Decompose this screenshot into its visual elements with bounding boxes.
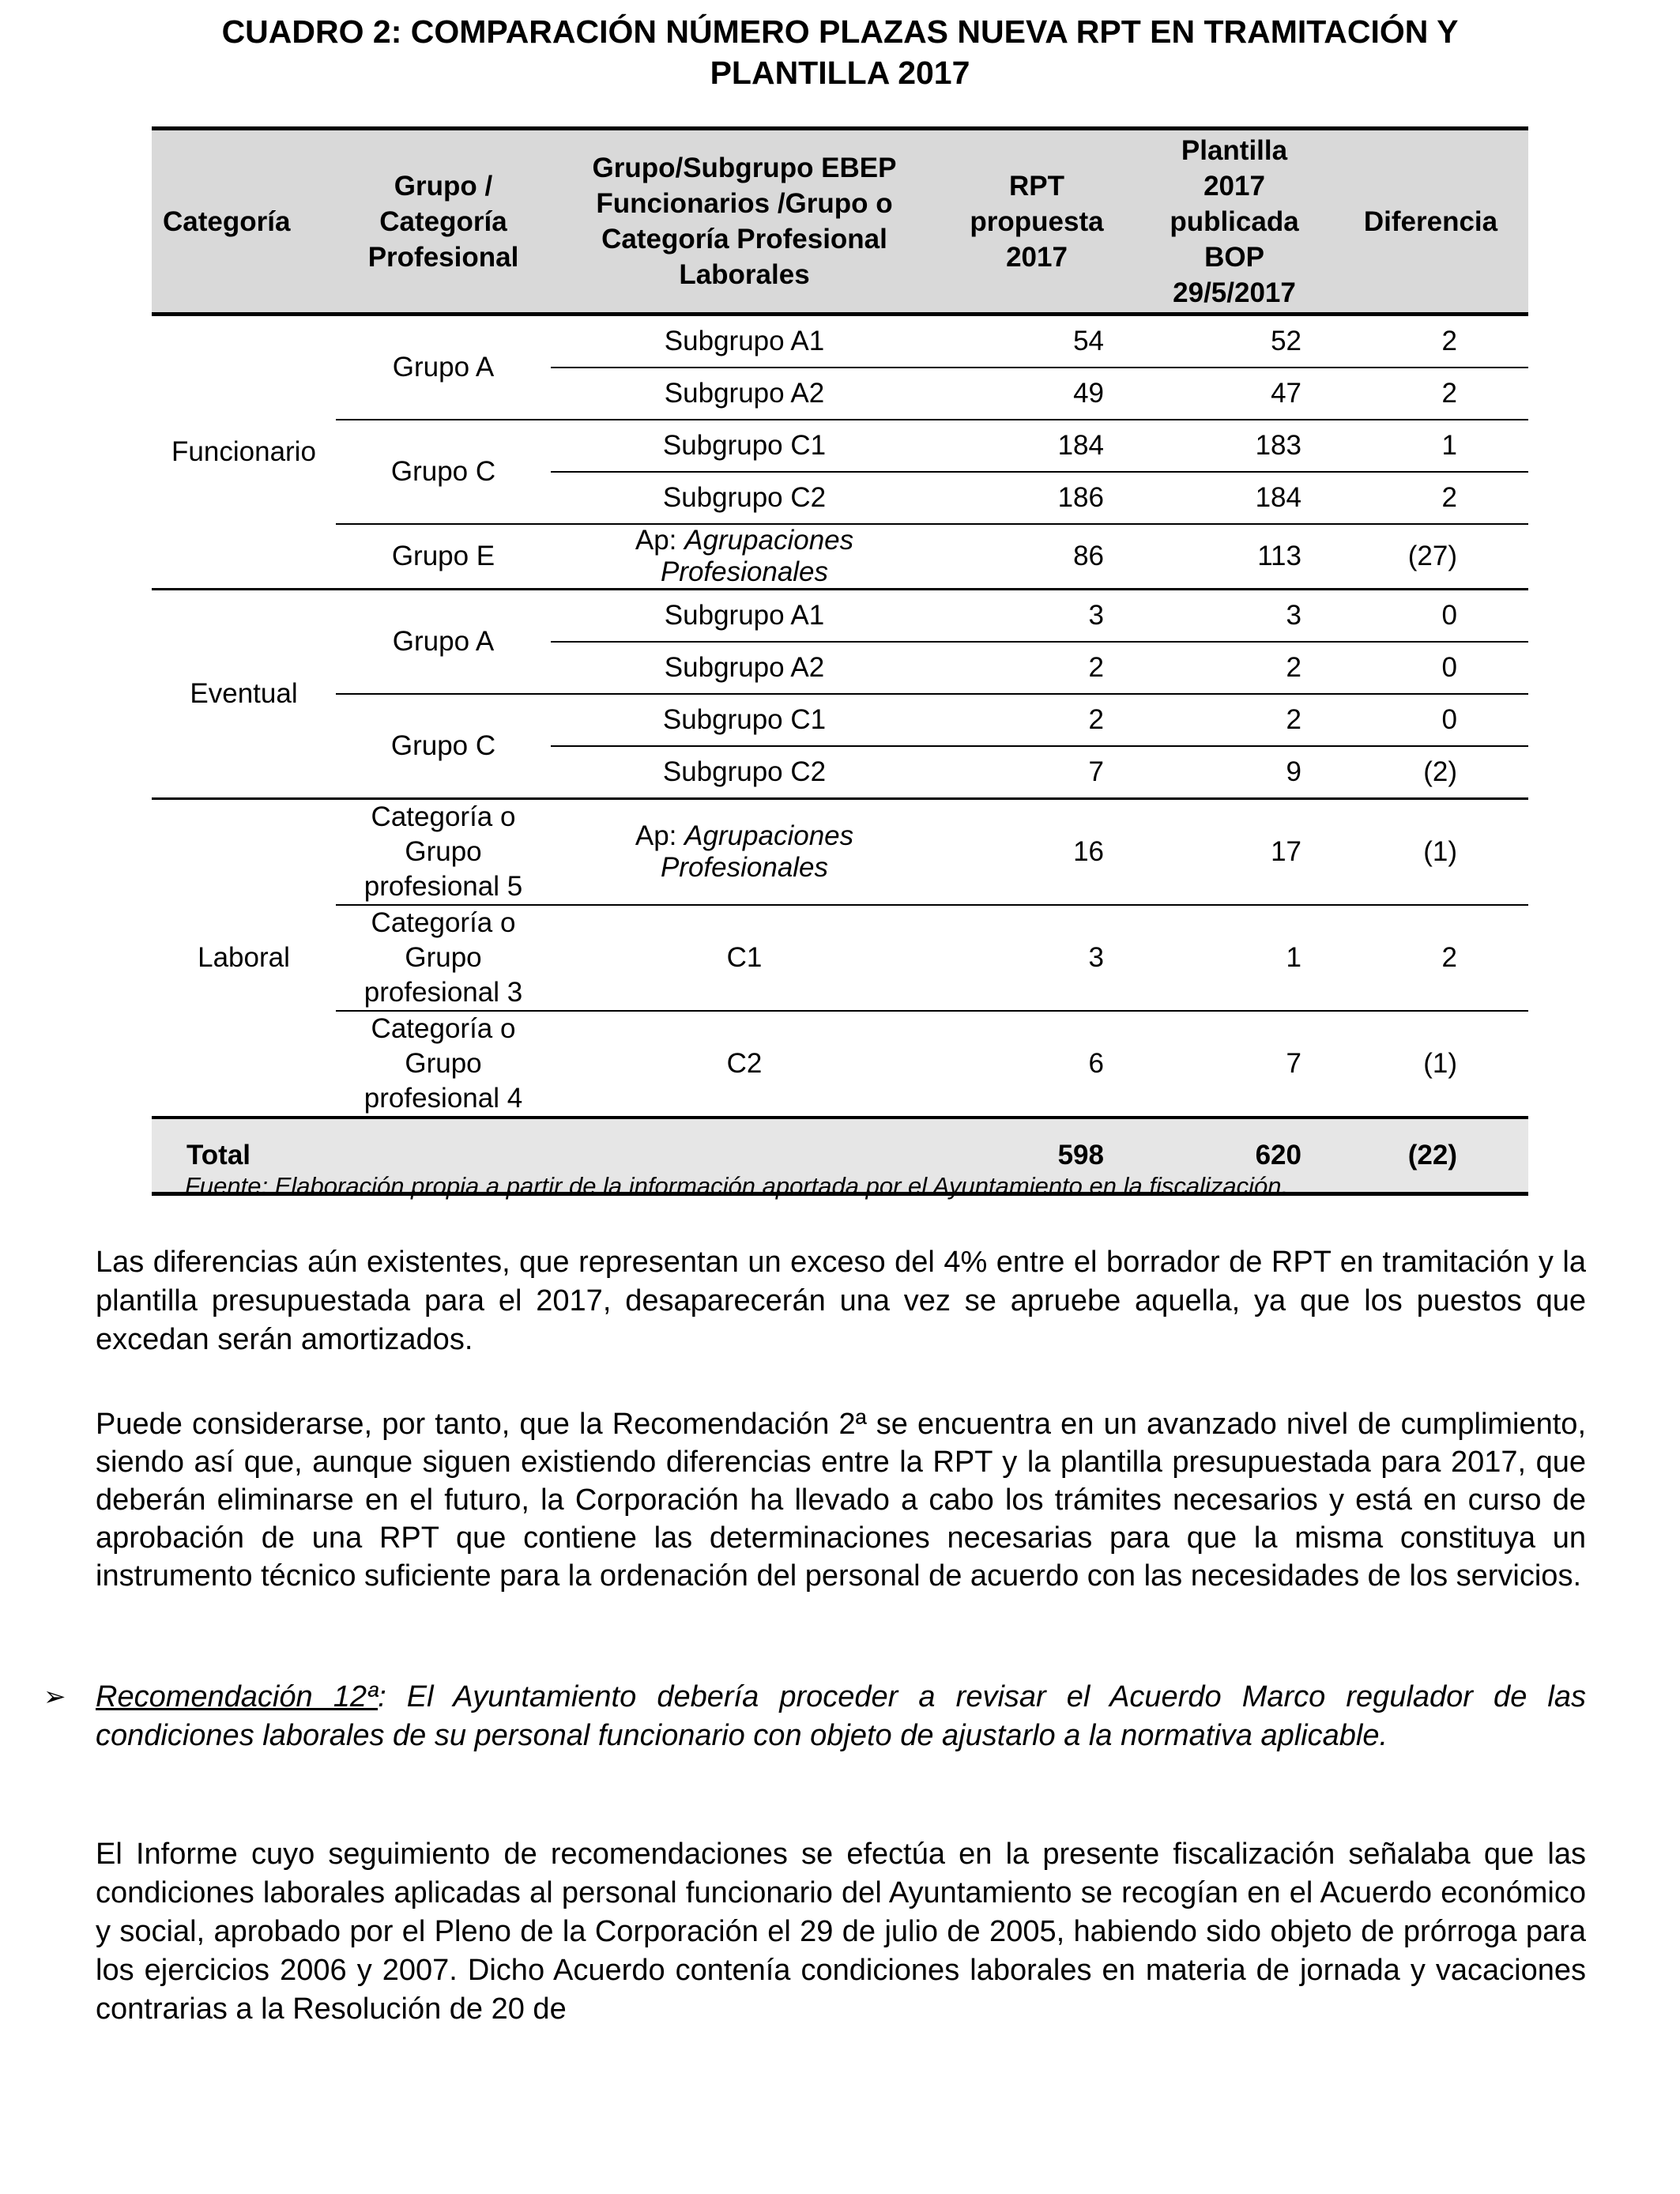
subgroup-cell <box>551 524 938 590</box>
paragraph-2: Puede considerarse, por tanto, que la Recomendación 2ª se encuentra en un avanzado nivel de cumplimiento, siendo así que, aunque siguen existiendo diferencias entre la RPT y la plantilla presupuestada para 2017, que deberán eliminarse en el futuro, la Corporación ha llevado a cabo los trámites necesarios y está en curso de aprobación de una RPT que contiene las determinaciones necesarias para que la misma constituya un instrumento técnico suficiente para la ordenación del personal de acuerdo con las necesidades de los servicios. <box>96 1408 1586 1593</box>
plantilla-value: 7 <box>1136 1011 1333 1118</box>
diferencia-value: (27) <box>1333 524 1528 590</box>
rpt-value: 86 <box>938 524 1136 590</box>
table-row <box>152 694 1528 746</box>
diferencia-value: 2 <box>1333 905 1528 1011</box>
diferencia-value: (1) <box>1333 1011 1528 1118</box>
title-line-2: PLANTILLA 2017 <box>710 55 970 91</box>
header-categoria: Categoría <box>152 129 336 315</box>
rpt-value: 54 <box>1073 326 1104 356</box>
plantilla-value: 1 <box>1136 905 1333 1011</box>
table-row <box>152 420 1528 472</box>
recommendation-12 <box>96 1678 1586 1755</box>
diferencia-value: 2 <box>1441 326 1457 356</box>
diferencia-value: 0 <box>1333 642 1528 694</box>
subgroup-cell: Subgrupo C2 <box>551 746 938 799</box>
subgroup-cell: Subgrupo A1 <box>664 326 825 356</box>
table-row <box>152 799 1528 906</box>
comparison-table <box>152 126 1528 1196</box>
subgroup-cell: C2 <box>551 1011 938 1118</box>
rpt-value: 2 <box>938 642 1136 694</box>
subgroup-cell: Subgrupo C1 <box>551 420 938 472</box>
subgroup-cell: Subgrupo C2 <box>551 472 938 524</box>
paragraph-3: El Informe cuyo seguimiento de recomendaciones se efectúa en la presente fiscalización señalaba que las condiciones laborales aplicadas al personal funcionario del Ayuntamiento se recogían en el Acuerdo económico y social, aprobado por el Pleno de la Corporación el 29 de julio de 2005, habiendo sido objeto de prórroga para los ejercicios 2006 y 2007. Dicho Acuerdo contenía condiciones laborales en materia de jornada y vacaciones contrarias a la Resolución de 20 de <box>96 1838 1586 2026</box>
diferencia-value: (1) <box>1333 799 1528 906</box>
category-laboral: Laboral <box>152 799 336 1118</box>
table-row <box>152 524 1528 590</box>
group-cell: Grupo C <box>336 694 551 799</box>
total-label: Total <box>152 1118 938 1194</box>
subgroup-cell <box>551 799 938 906</box>
plantilla-value: 17 <box>1136 799 1333 906</box>
table-row <box>152 315 1528 368</box>
header-rpt: RPT propuesta 2017 <box>938 129 1136 315</box>
group-cell: Categoría o Grupo profesional 4 <box>336 1011 551 1118</box>
plantilla-value: 52 <box>1271 326 1301 356</box>
category-eventual: Eventual <box>152 590 336 799</box>
total-diferencia: (22) <box>1333 1118 1528 1194</box>
header-plantilla: Plantilla 2017 publicada BOP 29/5/2017 <box>1136 129 1333 315</box>
subgroup-cell: Subgrupo A1 <box>551 590 938 643</box>
table-row <box>152 1011 1528 1118</box>
table-source-note: Fuente: Elaboración propia a partir de la información aportada por el Ayuntamiento en la fiscalización. <box>185 1172 1289 1200</box>
plantilla-value: 2 <box>1136 694 1333 746</box>
table-row <box>152 905 1528 1011</box>
total-plantilla: 620 <box>1136 1118 1333 1194</box>
ap-text: Agrupaciones Profesionales <box>660 525 854 587</box>
group-cell: Grupo A <box>392 352 495 383</box>
plantilla-value: 113 <box>1136 524 1333 590</box>
rpt-value: 49 <box>938 368 1136 420</box>
title-line-1: CUADRO 2: COMPARACIÓN NÚMERO PLAZAS NUEVA RPT EN TRAMITACIÓN Y <box>221 13 1459 50</box>
header-grupo: Grupo / Categoría Profesional <box>336 129 551 315</box>
group-cell: Categoría o Grupo profesional 3 <box>336 905 551 1011</box>
rpt-value: 2 <box>938 694 1136 746</box>
page-title <box>119 11 1561 93</box>
rpt-value: 16 <box>938 799 1136 906</box>
paragraph-1: Las diferencias aún existentes, que representan un exceso del 4% entre el borrador de RPT en tramitación y la plantilla presupuestada para el 2017, desaparecerán una vez se apruebe aquella, ya que los puestos que excedan serán amortizados. <box>96 1246 1586 1356</box>
diferencia-value: 0 <box>1333 590 1528 643</box>
header-subgrupo: Grupo/Subgrupo EBEP Funcionarios /Grupo o Categoría Profesional Laborales <box>551 129 938 315</box>
table-header-row <box>152 129 1528 315</box>
ap-prefix: Ap: <box>635 820 685 851</box>
rpt-value: 3 <box>938 590 1136 643</box>
rpt-value: 7 <box>938 746 1136 799</box>
plantilla-value: 3 <box>1136 590 1333 643</box>
group-cell: Grupo C <box>336 420 551 524</box>
ap-text: Agrupaciones Profesionales <box>660 820 854 883</box>
total-rpt: 598 <box>938 1118 1136 1194</box>
plantilla-value: 2 <box>1136 642 1333 694</box>
diferencia-value: 2 <box>1333 472 1528 524</box>
arrow-bullet-icon: ➢ <box>43 1681 66 1713</box>
group-cell: Grupo A <box>336 590 551 695</box>
plantilla-value: 184 <box>1136 472 1333 524</box>
recommendation-label: Recomendación 12ª <box>96 1680 379 1713</box>
subgroup-cell: Subgrupo A2 <box>551 368 938 420</box>
rpt-value: 3 <box>938 905 1136 1011</box>
table-row <box>152 590 1528 643</box>
recommendation-text: : El Ayuntamiento debería proceder a revisar el Acuerdo Marco regulador de las condiciones laborales de su personal funcionario con objeto de ajustarlo a la normativa aplicable. <box>96 1680 1587 1752</box>
header-diferencia: Diferencia <box>1333 129 1528 315</box>
diferencia-value: 0 <box>1333 694 1528 746</box>
rpt-value: 186 <box>938 472 1136 524</box>
plantilla-value: 9 <box>1136 746 1333 799</box>
diferencia-value: (2) <box>1333 746 1528 799</box>
category-funcionario: Funcionario <box>171 436 316 467</box>
plantilla-value: 47 <box>1136 368 1333 420</box>
ap-prefix: Ap: <box>635 525 685 556</box>
subgroup-cell: Subgrupo C1 <box>551 694 938 746</box>
subgroup-cell: Subgrupo A2 <box>551 642 938 694</box>
diferencia-value: 2 <box>1333 368 1528 420</box>
subgroup-cell: C1 <box>551 905 938 1011</box>
rpt-value: 184 <box>938 420 1136 472</box>
plantilla-value: 183 <box>1136 420 1333 472</box>
group-cell: Grupo E <box>336 524 551 590</box>
rpt-value: 6 <box>938 1011 1136 1118</box>
group-cell: Categoría o Grupo profesional 5 <box>336 799 551 906</box>
diferencia-value: 1 <box>1333 420 1528 472</box>
